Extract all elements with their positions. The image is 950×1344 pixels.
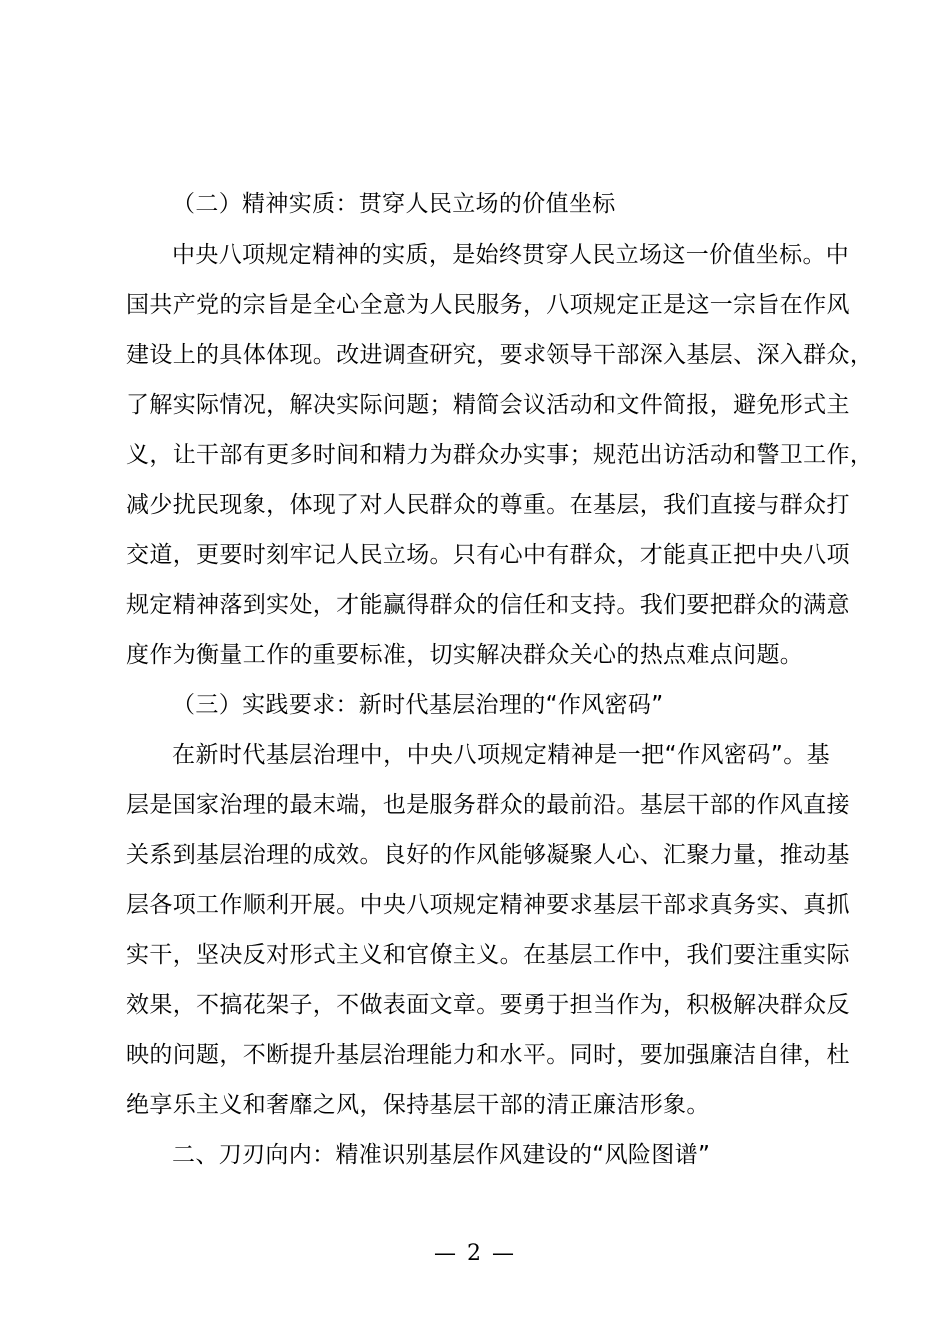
paragraph-1-line-3: 建设上的具体体现。改进调查研究，要求领导干部深入基层、深入群众， [126,342,874,368]
paragraph-1-line-6: 减少扰民现象，体现了对人民群众的尊重。在基层，我们直接与群众打 [126,492,850,518]
paragraph-2-line-8: 绝享乐主义和奢靡之风，保持基层干部的清正廉洁形象。 [126,1092,710,1118]
part-heading-2: 二、刀刃向内：精准识别基层作风建设的“风险图谱” [172,1142,711,1168]
section-heading-3: （三）实践要求：新时代基层治理的“作风密码” [172,692,664,718]
page-number: — 2 — [434,1241,516,1266]
paragraph-2-line-3: 关系到基层治理的成效。良好的作风能够凝聚人心、汇聚力量，推动基 [126,842,850,868]
paragraph-1-line-1: 中央八项规定精神的实质，是始终贯穿人民立场这一价值坐标。中 [172,242,850,268]
paragraph-2-line-5: 实干，坚决反对形式主义和官僚主义。在基层工作中，我们要注重实际 [126,942,850,968]
paragraph-2-line-2: 层是国家治理的最末端，也是服务群众的最前沿。基层干部的作风直接 [126,792,850,818]
paragraph-1-line-8: 规定精神落到实处，才能赢得群众的信任和支持。我们要把群众的满意 [126,592,850,618]
paragraph-1-line-4: 了解实际情况，解决实际问题；精简会议活动和文件简报，避免形式主 [126,392,850,418]
paragraph-2-line-6: 效果，不搞花架子，不做表面文章。要勇于担当作为，积极解决群众反 [126,992,850,1018]
paragraph-1-line-2: 国共产党的宗旨是全心全意为人民服务，八项规定正是这一宗旨在作风 [126,292,850,318]
paragraph-2-line-4: 层各项工作顺利开展。中央八项规定精神要求基层干部求真务实、真抓 [126,892,850,918]
paragraph-2-line-1: 在新时代基层治理中，中央八项规定精神是一把“作风密码”。基 [172,742,830,768]
section-heading-2: （二）精神实质：贯穿人民立场的价值坐标 [172,191,616,217]
paragraph-1-line-7: 交道，更要时刻牢记人民立场。只有心中有群众，才能真正把中央八项 [126,542,850,568]
paragraph-1-line-9: 度作为衡量工作的重要标准，切实解决群众关心的热点难点问题。 [126,642,804,668]
paragraph-2-line-7: 映的问题，不断提升基层治理能力和水平。同时，要加强廉洁自律，杜 [126,1042,850,1068]
paragraph-1-line-5: 义，让干部有更多时间和精力为群众办实事；规范出访活动和警卫工作， [126,442,874,468]
